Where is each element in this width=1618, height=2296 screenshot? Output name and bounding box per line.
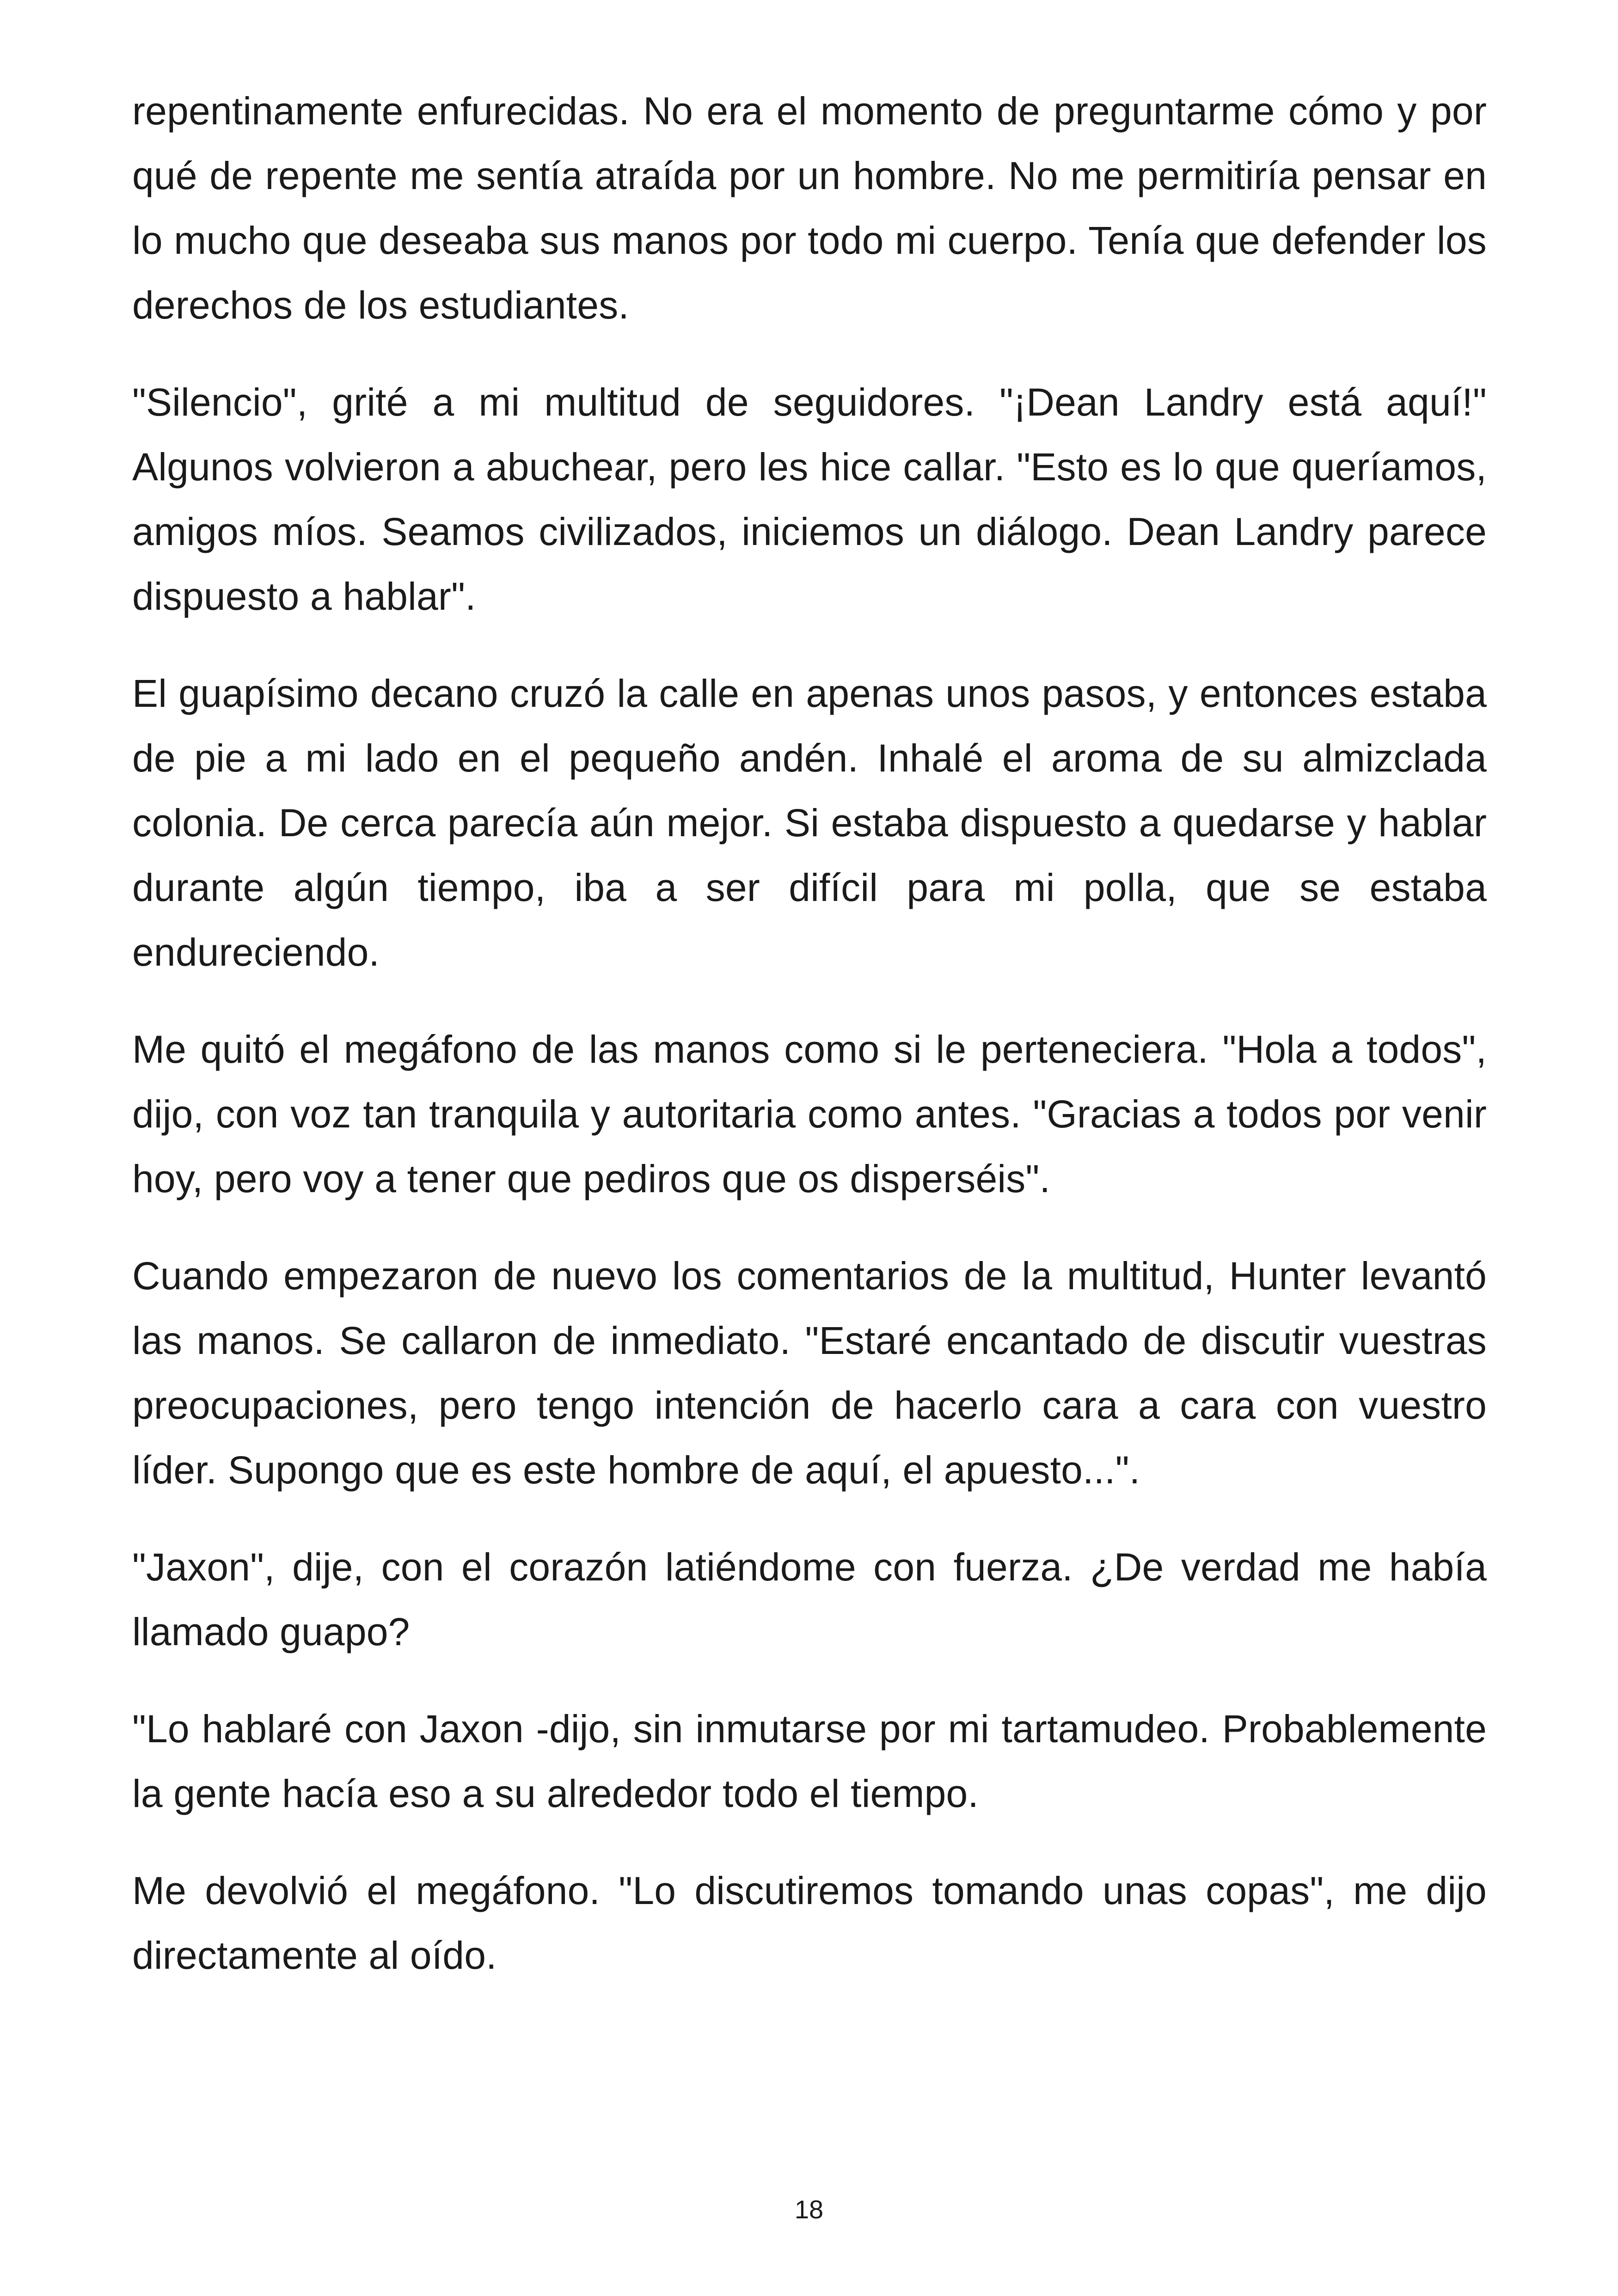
paragraph: El guapísimo decano cruzó la calle en apenas unos pasos, y entonces estaba de pie a mi lado en el pequeño andén. Inhalé el aroma de su almizclada colonia. De cerca parecía aún mejor. Si estaba dispuesto a quedarse y hablar durante algún tiempo, iba a ser difícil para mi polla, que se estaba endureciendo.: [132, 672, 1487, 974]
paragraph: "Silencio", grité a mi multitud de seguidores. "¡Dean Landry está aquí!" Algunos volvieron a abuchear, pero les hice callar. "Esto es lo que queríamos, amigos míos. Seamos civilizados, iniciemos un diálogo. Dean Landry parece dispuesto a hablar".: [132, 380, 1487, 618]
page-number: 18: [794, 2195, 824, 2224]
paragraph: repentinamente enfurecidas. No era el momento de preguntarme cómo y por qué de repente me sentía atraída por un hombre. No me permitiría pensar en lo mucho que deseaba sus manos por todo mi cuerpo. Tenía que defender los derechos de los estudiantes.: [132, 89, 1487, 327]
paragraph: Me quitó el megáfono de las manos como si le perteneciera. "Hola a todos", dijo, con voz tan tranquila y autoritaria como antes. "Gracias a todos por venir hoy, pero voy a tener que pediros que os disperséis".: [132, 1028, 1487, 1200]
paragraph: "Lo hablaré con Jaxon -dijo, sin inmutarse por mi tartamudeo. Probablemente la gente hacía eso a su alrededor todo el tiempo.: [132, 1707, 1487, 1815]
paragraph: Cuando empezaron de nuevo los comentarios de la multitud, Hunter levantó las manos. Se callaron de inmediato. "Estaré encantado de discutir vuestras preocupaciones, pero tengo intención de hacerlo cara a cara con vuestro líder. Supongo que es este hombre de aquí, el apuesto...".: [132, 1254, 1487, 1492]
paragraph: Me devolvió el megáfono. "Lo discutiremos tomando unas copas", me dijo directamente al oído.: [132, 1869, 1487, 1977]
body-text: [132, 79, 1487, 2020]
paragraph: "Jaxon", dije, con el corazón latiéndome con fuerza. ¿De verdad me había llamado guapo?: [132, 1545, 1487, 1653]
